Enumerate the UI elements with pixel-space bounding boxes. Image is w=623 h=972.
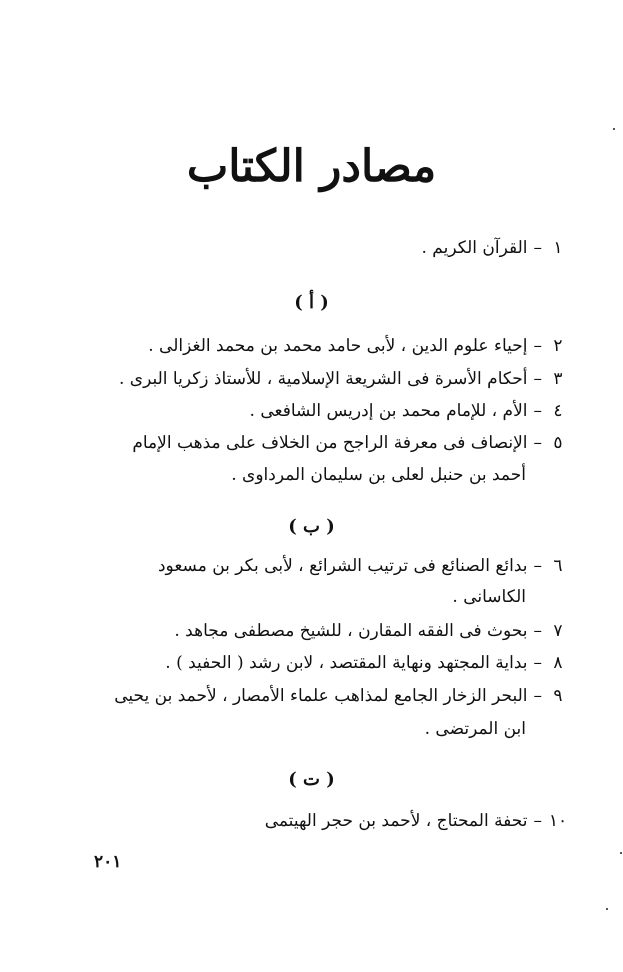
list-item	[48, 398, 568, 424]
entry-number: ٦	[553, 556, 563, 576]
entry-number: ١	[553, 238, 563, 258]
entry-text: بداية المجتهد ونهاية المقتصد ، لابن رشد ( الحفيد ) .	[165, 653, 528, 673]
entry-continuation: ابن المرتضى .	[424, 719, 526, 739]
entry-number: ١٠	[548, 811, 568, 831]
entry-text: بدائع الصنائع فى ترتيب الشرائع ، لأبى بكر بن مسعود	[157, 556, 528, 576]
entry-number: ٧	[553, 621, 563, 641]
entry-dash: –	[533, 369, 542, 389]
entry-number: ٢	[553, 336, 563, 356]
entry-dash: –	[533, 621, 542, 641]
entry-dash: –	[533, 686, 542, 706]
entry-text: البحر الزخار الجامع لمذاهب علماء الأمصار ، لأحمد بن يحيى	[114, 686, 528, 706]
list-item	[48, 618, 568, 644]
entry-number: ٣	[553, 369, 563, 389]
entry-text: القرآن الكريم .	[421, 238, 528, 258]
entry-dash: –	[533, 433, 542, 453]
entry-text: إحياء علوم الدين ، لأبى حامد محمد بن محمد الغزالى .	[148, 336, 528, 356]
entry-dash: –	[533, 653, 542, 673]
entry-dash: –	[533, 811, 542, 831]
list-item	[48, 430, 568, 456]
scan-speck	[620, 852, 622, 854]
list-item	[48, 366, 568, 392]
section-heading-ba: ( ب )	[288, 516, 335, 537]
entry-continuation: أحمد بن حنبل لعلى بن سليمان المرداوى .	[231, 465, 526, 485]
entry-number: ٥	[553, 433, 563, 453]
entry-number: ٤	[553, 401, 563, 421]
list-item	[48, 333, 568, 359]
scan-speck	[606, 908, 608, 910]
page-number: ٢٠١	[94, 852, 122, 872]
entry-dash: –	[533, 336, 542, 356]
list-item	[48, 553, 568, 579]
entry-text: بحوث فى الفقه المقارن ، للشيخ مصطفى مجاهد .	[174, 621, 528, 641]
page-title: مصادر الكتاب	[186, 141, 437, 192]
entry-number: ٩	[553, 686, 563, 706]
section-heading-ta: ( ت )	[288, 769, 335, 790]
entry-text: أحكام الأسرة فى الشريعة الإسلامية ، للأستاذ زكريا البرى .	[118, 369, 528, 389]
entry-dash: –	[533, 238, 542, 258]
list-item	[48, 650, 568, 676]
list-item	[48, 683, 568, 709]
list-item	[48, 808, 568, 834]
entry-text: الإنصاف فى معرفة الراجح من الخلاف على مذهب الإمام	[132, 433, 528, 453]
entry-text: تحفة المحتاج ، لأحمد بن حجر الهيتمى	[264, 811, 528, 831]
scan-speck	[613, 128, 615, 130]
list-item	[48, 235, 568, 261]
entry-continuation: الكاسانى .	[452, 587, 526, 607]
entry-text: الأم ، للإمام محمد بن إدريس الشافعى .	[249, 401, 528, 421]
section-heading-alif: ( أ )	[294, 292, 329, 313]
entry-dash: –	[533, 556, 542, 576]
entry-dash: –	[533, 401, 542, 421]
entry-number: ٨	[553, 653, 563, 673]
